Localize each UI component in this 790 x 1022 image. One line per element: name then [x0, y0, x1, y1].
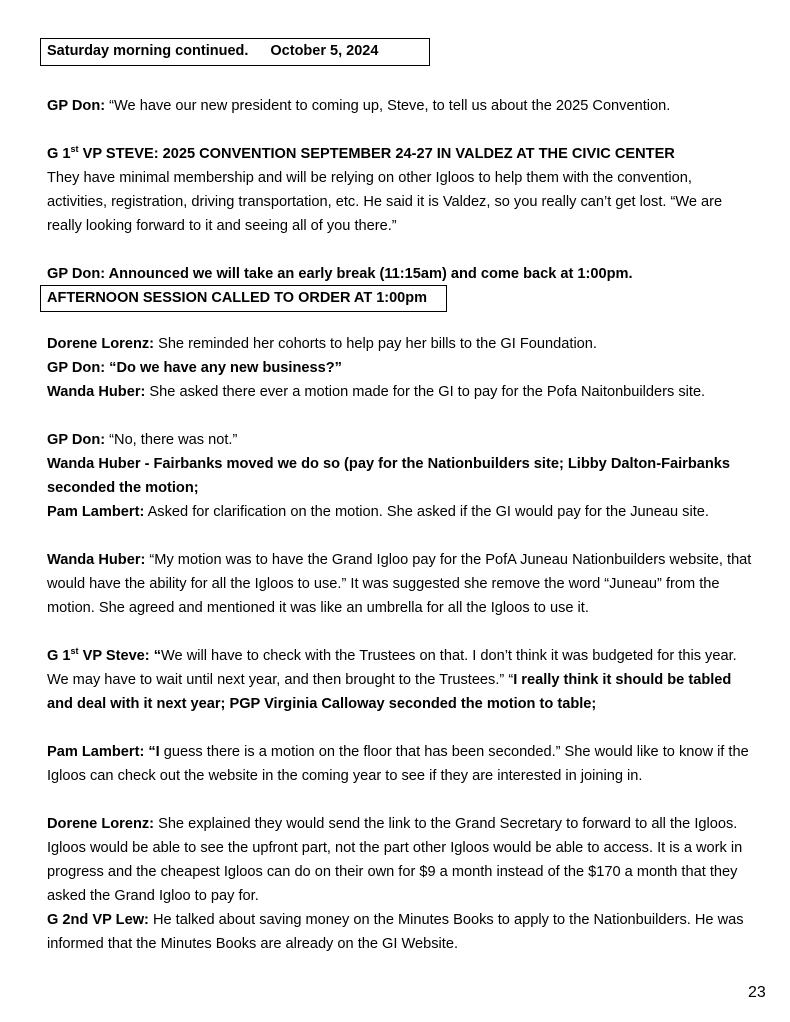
paragraph-text: “We have our new president to coming up, Steve, to tell us about the 2025 Convention. — [105, 98, 671, 114]
speaker-label: Wanda Huber: — [47, 384, 146, 400]
paragraph-lew — [47, 908, 752, 956]
speaker-label: Dorene Lorenz: — [47, 336, 155, 352]
paragraph-dorene-2 — [47, 812, 752, 908]
speaker-label: Dorene Lorenz: — [47, 816, 155, 832]
convention-heading: G 1st VP STEVE: 2025 CONVENTION SEPTEMBER 24-27 IN VALDEZ AT THE CIVIC CENTER — [47, 144, 675, 162]
paragraph-pam-2 — [47, 740, 752, 788]
paragraph-text: She explained they would send the link to the Grand Secretary to forward to all the Igloos. Igloos would be able to see the upfront part, not the part other Igloos would be able to access. It is a work in progress and the cheapest Igloos can do on their own for $9 a month instead of the $170 a month that they asked the Grand Igloo to pay for. — [47, 816, 743, 904]
paragraph-convention — [47, 142, 752, 238]
paragraph-motion — [47, 452, 752, 500]
paragraph-text: guess there is a motion on the floor that has been seconded.” She would like to know if the Igloos can check out the website in the coming year to see if they are interested in joining in. — [47, 744, 749, 784]
speaker-label: Pam Lambert: — [47, 504, 145, 520]
motion-text: Wanda Huber - Fairbanks moved we do so (pay for the Nationbuilders site; Libby Dalton-Fairbanks seconded the motion; — [47, 456, 731, 496]
afternoon-session-title: AFTERNOON SESSION CALLED TO ORDER AT 1:00pm — [47, 290, 427, 306]
paragraph-new-business — [47, 356, 752, 380]
paragraph-text: He talked about saving money on the Minutes Books to apply to the Nationbuilders. He was informed that the Minutes Books are already on the GI Website. — [47, 912, 744, 952]
speaker-label: G 1st VP Steve: “ — [47, 646, 162, 664]
paragraph-text: “My motion was to have the Grand Igloo pay for the PofA Juneau Nationbuilders website, that would have the ability for all the Igloos to use.” It was suggested she remove the word “Juneau” from the motion. She agreed and mentioned it was like an umbrella for all the Igloos to use it. — [47, 552, 752, 616]
paragraph-text: She reminded her cohorts to help pay her bills to the GI Foundation. — [154, 336, 597, 352]
paragraph-text: “No, there was not.” — [105, 432, 238, 448]
header-box — [40, 38, 430, 66]
paragraph-text: We will have to check with the Trustees on that. I don’t think it was budgeted for this year. We may have to wait until next year, and then brought to the Trustees.” “ — [47, 648, 737, 688]
paragraph-text: She asked there ever a motion made for the GI to pay for the Pofa Naitonbuilders site. — [145, 384, 706, 400]
speaker-label: G 2nd VP Lew: — [47, 912, 149, 928]
header-title: Saturday morning continued. — [47, 43, 249, 59]
speaker-label: Wanda Huber: — [47, 552, 146, 568]
speaker-label: Pam Lambert: “I — [47, 744, 160, 760]
paragraph-dorene-1 — [47, 332, 752, 356]
speaker-label: GP Don: — [47, 432, 106, 448]
speaker-label: GP Don: — [47, 98, 106, 114]
table-motion-text: I really think it should be tabled and deal with it next year; PGP Virginia Calloway seconded the motion to table; — [47, 672, 732, 712]
paragraph-text: They have minimal membership and will be relying on other Igloos to help them with the convention, activities, registration, driving transportation, etc. He said it is Valdez, so you really can’t get lost. “We are really looking forward to it and seeing all of you there.” — [47, 170, 723, 234]
paragraph-steve — [47, 644, 752, 716]
paragraph-wanda-2 — [47, 548, 752, 620]
header-date: October 5, 2024 — [270, 43, 379, 59]
new-business-question: GP Don: “Do we have any new business?” — [47, 360, 342, 376]
afternoon-session-box — [40, 285, 447, 312]
paragraph-text: Asked for clarification on the motion. She asked if the GI would pay for the Juneau site. — [144, 504, 709, 520]
paragraph-pam-1 — [47, 500, 752, 524]
paragraph-gp-don-reply — [47, 428, 752, 452]
paragraph-break — [47, 262, 752, 286]
paragraph-gp-don-intro — [47, 94, 752, 118]
paragraph-wanda-1 — [47, 380, 752, 404]
break-announcement: GP Don: Announced we will take an early break (11:15am) and come back at 1:00pm. — [47, 266, 633, 282]
page-number: 23 — [748, 984, 766, 1001]
